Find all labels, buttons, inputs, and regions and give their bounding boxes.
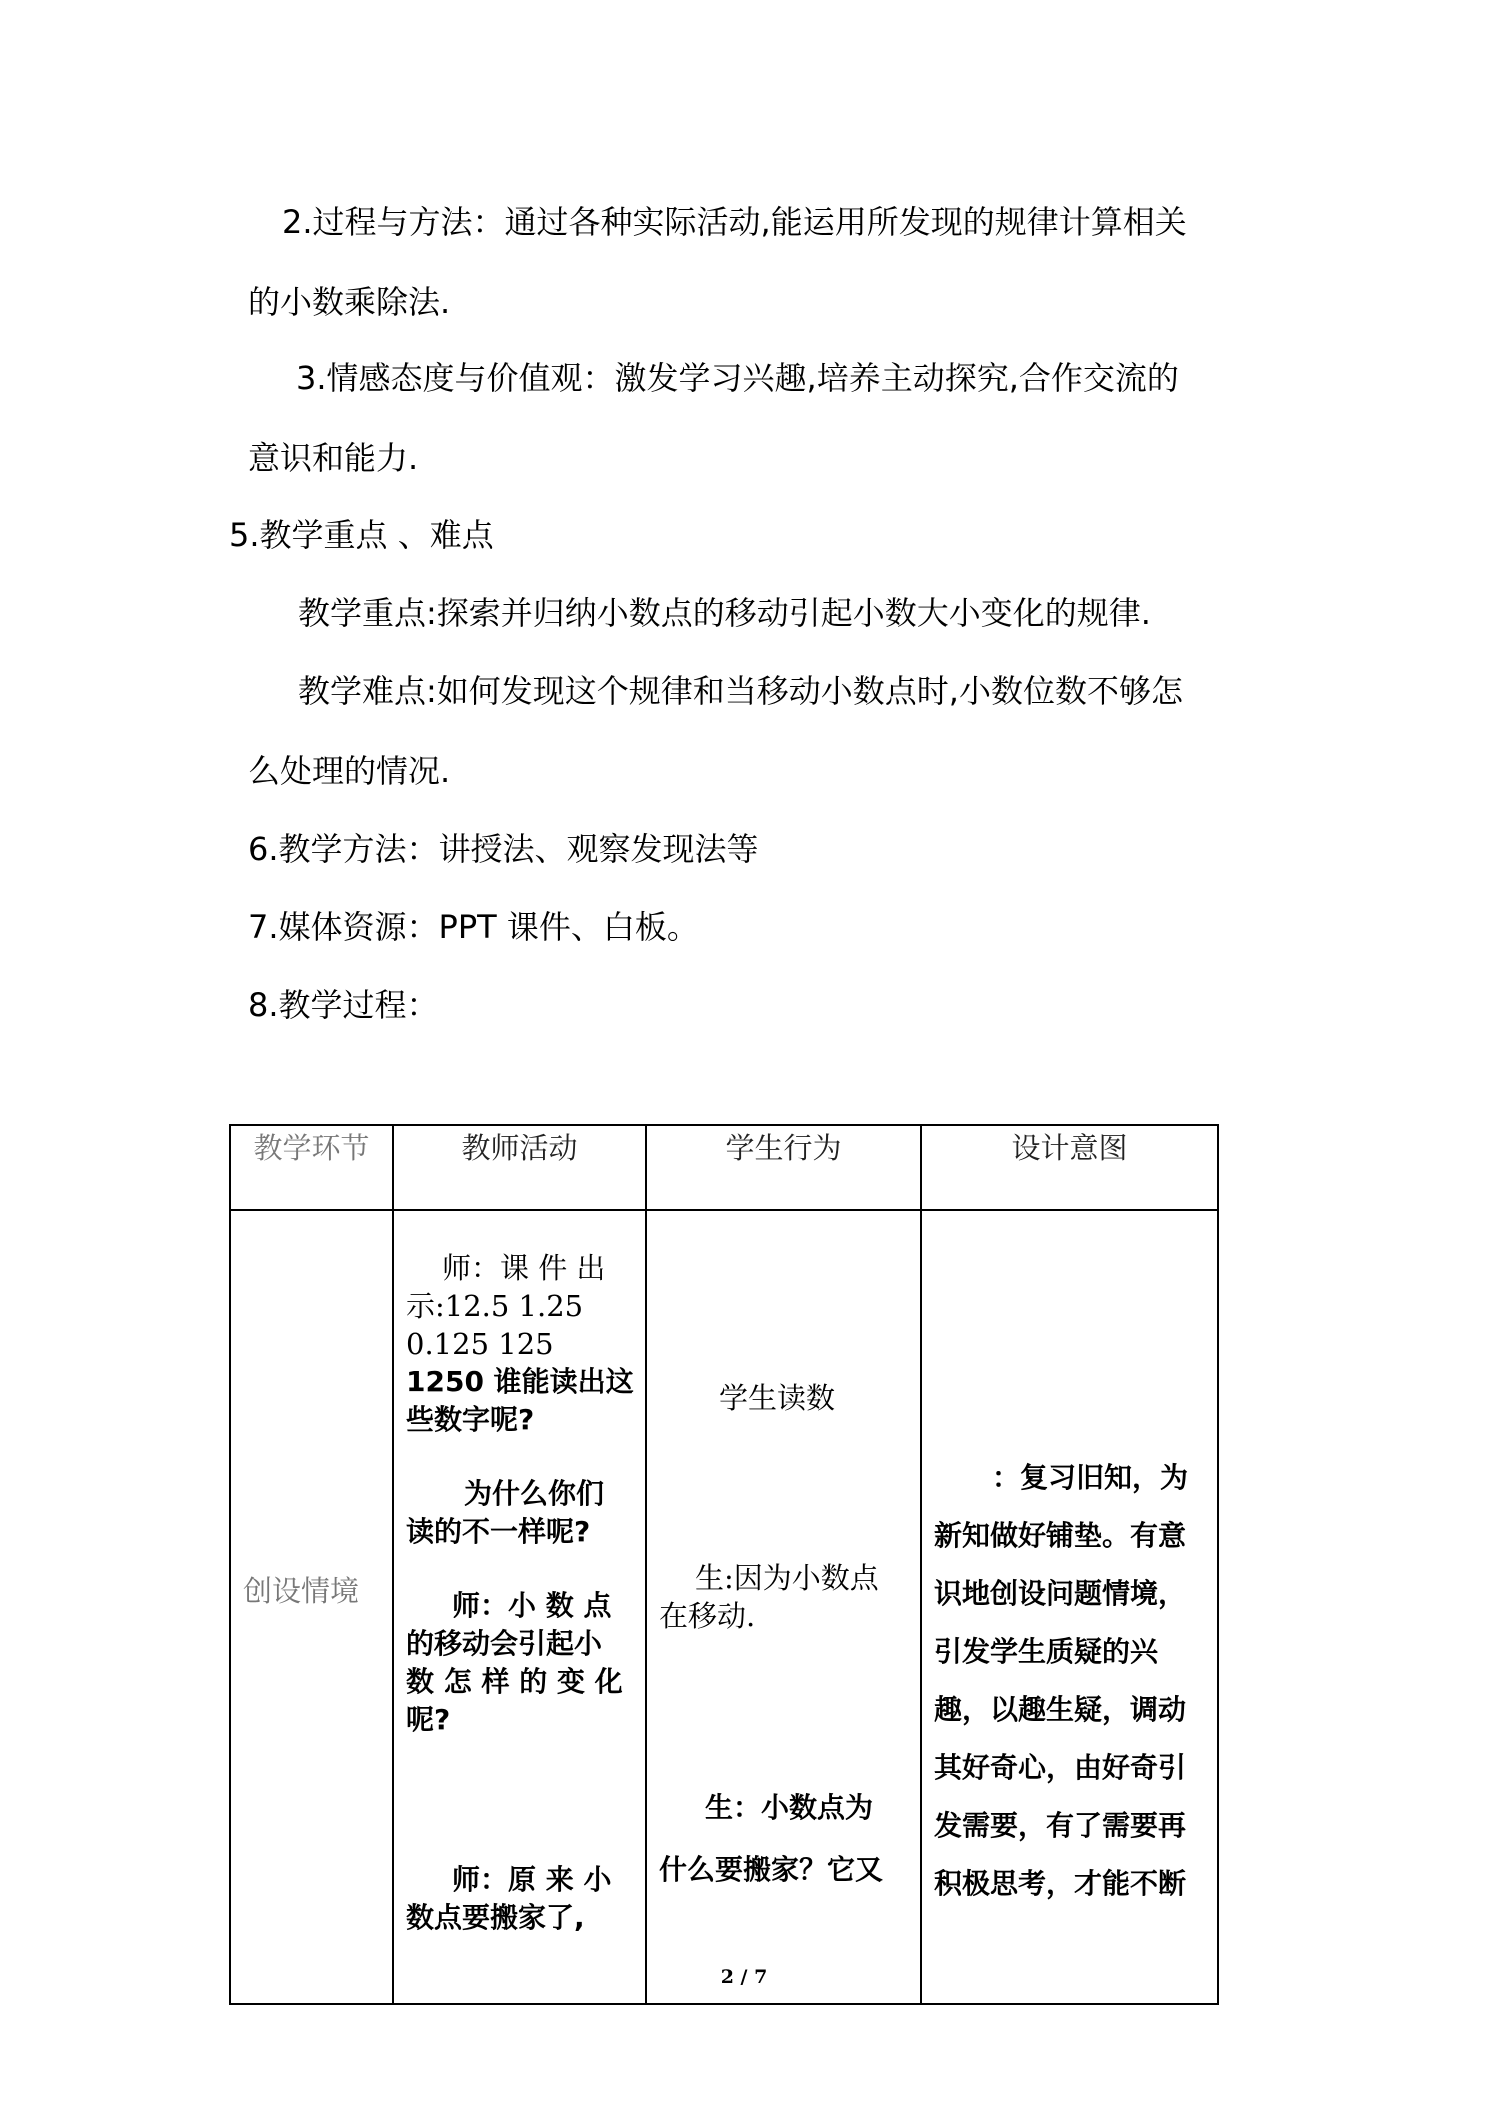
student-line: 什么要搬家？它又 <box>659 1853 884 1886</box>
paragraph-process-method-line2: 的小数乘除法. <box>248 283 451 321</box>
student-behavior-cell <box>646 1210 921 2004</box>
teacher-line: 数点要搬家了, <box>406 1901 585 1934</box>
teacher-line: 为什么你们 <box>464 1477 605 1510</box>
heading-key-difficult-points: 5.教学重点 、难点 <box>229 516 494 554</box>
intent-line: 引发学生质疑的兴 <box>934 1635 1159 1668</box>
teacher-line: 师：小 数 点 <box>452 1589 612 1622</box>
intent-line: 其好奇心，由好奇引 <box>934 1751 1187 1784</box>
student-line: 生：小数点为 <box>705 1791 874 1824</box>
teacher-line: 示:12.5 1.25 <box>406 1289 584 1323</box>
paragraph-process-method-line1: 2.过程与方法：通过各种实际活动,能运用所发现的规律计算相关 <box>282 203 1187 241</box>
paragraph-key-point: 教学重点:探索并归纳小数点的移动引起小数大小变化的规律. <box>298 594 1151 632</box>
student-line: 生:因为小数点 <box>695 1561 879 1595</box>
intent-line: 识地创设问题情境， <box>934 1577 1187 1610</box>
header-teacher-activity: 教师活动 <box>393 1125 646 1210</box>
paragraph-attitude-line1: 3.情感态度与价值观：激发学习兴趣,培养主动探究,合作交流的 <box>296 359 1179 397</box>
heading-media-resources: 7.媒体资源：PPT 课件、白板。 <box>248 908 699 946</box>
teaching-process-table <box>229 1124 1219 2005</box>
teacher-line: 0.125 125 <box>406 1327 554 1361</box>
teacher-line: 师：原 来 小 <box>452 1863 612 1896</box>
intent-line: 新知做好铺垫。有意 <box>934 1519 1187 1552</box>
paragraph-difficulty-line1: 教学难点:如何发现这个规律和当移动小数点时,小数位数不够怎 <box>298 672 1183 710</box>
header-design-intent: 设计意图 <box>921 1125 1218 1210</box>
intent-line: ：复习旧知，为 <box>992 1461 1189 1494</box>
intent-line: 发需要，有了需要再 <box>934 1809 1187 1842</box>
student-line: 在移动. <box>659 1599 756 1633</box>
intent-line: 趣，以趣生疑，调动 <box>934 1693 1187 1726</box>
student-line: 学生读数 <box>719 1381 836 1415</box>
header-student-behavior: 学生行为 <box>646 1125 921 1210</box>
paragraph-difficulty-line2: 么处理的情况. <box>248 752 451 790</box>
design-intent-cell <box>921 1210 1218 2004</box>
teacher-activity-cell <box>393 1210 646 2004</box>
teacher-line: 师：课 件 出 <box>442 1251 606 1285</box>
teacher-line: 读的不一样呢? <box>406 1515 591 1548</box>
teacher-line: 1250 谁能读出这 <box>406 1365 634 1398</box>
heading-teaching-process: 8.教学过程： <box>248 986 439 1024</box>
teacher-line: 的移动会引起小 <box>406 1627 603 1660</box>
page-number: 2 / 7 <box>720 1966 768 1988</box>
paragraph-attitude-line2: 意识和能力. <box>248 439 419 477</box>
heading-teaching-methods: 6.教学方法：讲授法、观察发现法等 <box>248 830 759 868</box>
stage-cell <box>230 1210 393 2004</box>
teacher-line: 数 怎 样 的 变 化 <box>406 1665 623 1698</box>
teacher-line: 些数字呢? <box>406 1403 535 1436</box>
header-stage: 教学环节 <box>230 1125 393 1210</box>
teacher-line: 呢? <box>406 1703 451 1736</box>
intent-line: 积极思考，才能不断 <box>934 1867 1187 1900</box>
table-header-row <box>230 1125 1218 1210</box>
table-row <box>230 1210 1218 2004</box>
stage-label: 创设情境 <box>243 1574 360 1608</box>
